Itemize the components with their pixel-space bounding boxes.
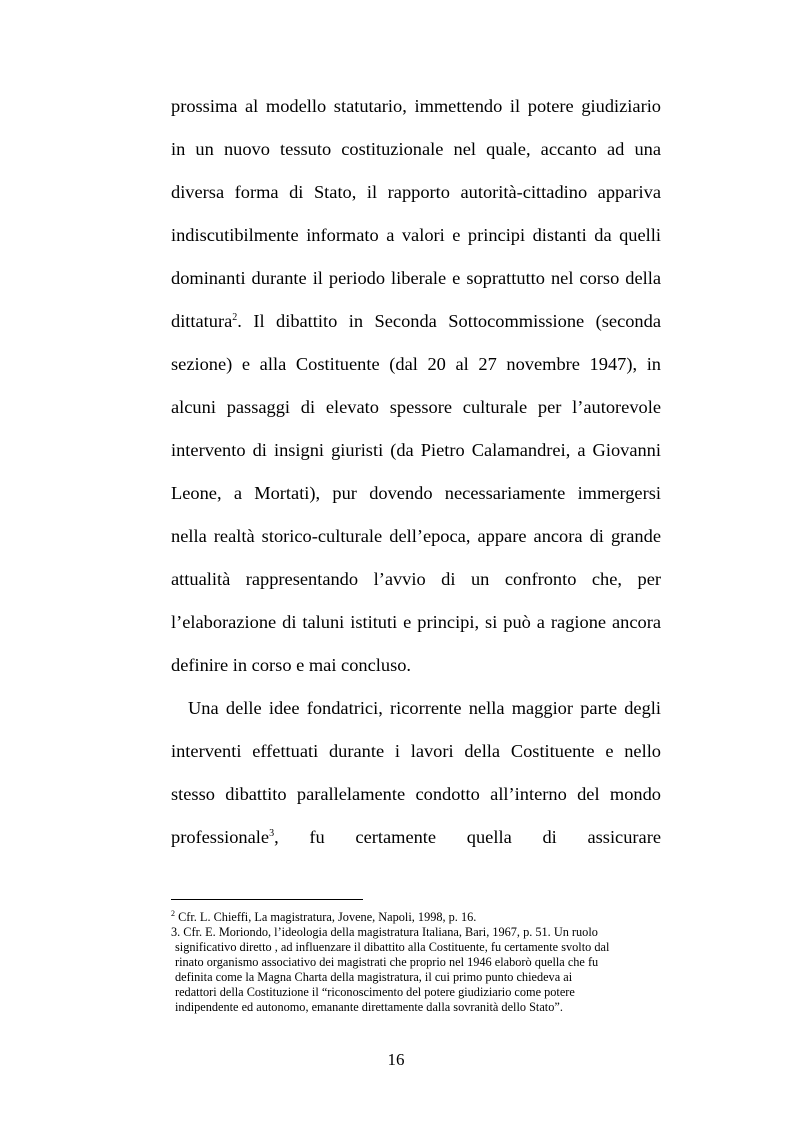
footnote-3-line: 3. Cfr. E. Moriondo, l’ideologia della magistratura Italiana, Bari, 1967, p. 51. Un ruolo (171, 925, 598, 939)
footnote-3-line: rinato organismo associativo dei magistrati che proprio nel 1946 elaborò quella che fu (175, 955, 599, 969)
body-line: nella realtà storico-culturale dell’epoca, appare ancora di grande (171, 526, 661, 546)
body-line (171, 310, 661, 332)
footnote-3-line: redattori della Costituzione il “riconoscimento del potere giudiziario come potere (175, 985, 575, 999)
body-line (171, 826, 661, 848)
body-line: dominanti durante il periodo liberale e soprattutto nel corso della (171, 268, 661, 288)
footnote-text: Cfr. L. Chieffi, La magistratura, Jovene, Napoli, 1998, p. 16. (175, 910, 477, 924)
page-number: 16 (387, 1050, 405, 1069)
footnote-3-line: significativo diretto , ad influenzare il dibattito alla Costituente, fu certamente svolto dal (175, 940, 610, 954)
body-line: interventi effettuati durante i lavori della Costituente e nello (171, 741, 661, 761)
body-line: sezione) e alla Costituente (dal 20 al 27 novembre 1947), in (171, 354, 661, 374)
body-line: attualità rappresentando l’avvio di un confronto che, per (171, 569, 661, 589)
body-text: professionale (171, 827, 270, 847)
footnote-3-line: indipendente ed autonomo, emanante direttamente dalla sovranità dello Stato”. (175, 1000, 563, 1014)
body-line: stesso dibattito parallelamente condotto all’interno del mondo (171, 784, 661, 804)
body-line: alcuni passaggi di elevato spessore culturale per l’autorevole (171, 397, 661, 417)
body-line: l’elaborazione di taluni istituti e principi, si può a ragione ancora (171, 612, 661, 632)
footnote-ref: 2 (232, 312, 238, 323)
footnote-separator (171, 899, 363, 900)
body-line: intervento di insigni giuristi (da Pietro Calamandrei, a Giovanni (171, 440, 661, 460)
footnote-marker: 2 (171, 909, 175, 918)
body-line: prossima al modello statutario, immettendo il potere giudiziario (171, 96, 661, 116)
body-text: , fu certamente quella di assicurare (274, 827, 661, 847)
body-text: dittatura (171, 311, 233, 331)
footnote-3-line: definita come la Magna Charta della magistratura, il cui primo punto chiedeva ai (175, 970, 573, 984)
body-line: Leone, a Mortati), pur dovendo necessariamente immergersi (171, 483, 661, 503)
body-line: diversa forma di Stato, il rapporto autorità-cittadino appariva (171, 182, 661, 202)
body-line: in un nuovo tessuto costituzionale nel quale, accanto ad una (171, 139, 661, 159)
footnote-2 (171, 910, 476, 924)
body-line: Una delle idee fondatrici, ricorrente nella maggior parte degli (188, 698, 661, 718)
footnote-ref: 3 (269, 828, 275, 839)
body-line: definire in corso e mai concluso. (171, 655, 412, 675)
body-line: indiscutibilmente informato a valori e principi distanti da quelli (171, 225, 661, 245)
body-text: . Il dibattito in Seconda Sottocommissione (seconda (237, 311, 661, 331)
